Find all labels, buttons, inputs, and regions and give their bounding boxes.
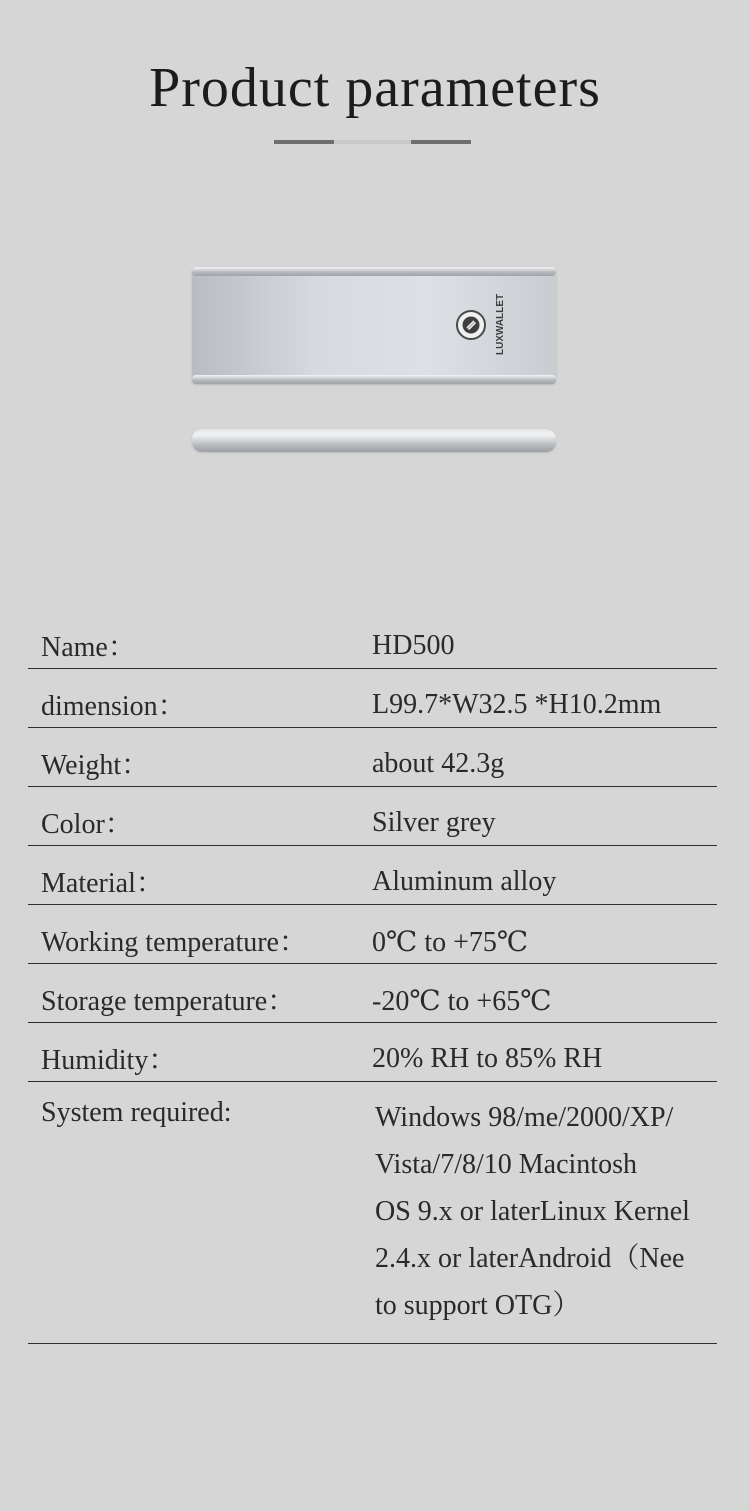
system-requirement-line: 2.4.x or laterAndroid（Nee [375,1243,685,1274]
product-image-side [192,429,556,452]
device-rail-top [192,267,556,276]
system-requirement-line: Vista/7/8/10 Macintosh [375,1149,637,1180]
parameter-label: Humidity： [41,1045,177,1076]
parameter-label: Working temperature： [41,927,307,958]
parameter-value: 0℃ to +75℃ [372,927,529,958]
parameter-row [28,1023,717,1082]
system-requirement-line: OS 9.x or laterLinux Kernel [375,1196,690,1227]
device-rail-bottom [192,375,556,384]
parameter-label: Storage temperature： [41,986,296,1017]
parameter-value: Silver grey [372,807,496,838]
hexagon-badge-icon [455,309,487,341]
parameter-label: Name： [41,632,136,663]
divider-segment-right [411,140,471,144]
parameter-row [28,610,717,669]
brand-logo-text [488,293,510,357]
parameter-value: HD500 [372,630,455,661]
parameter-row [28,669,717,728]
parameter-value-system [375,1094,720,1329]
parameter-label: Material： [41,868,164,899]
title-divider [274,140,471,144]
system-requirement-line: Windows 98/me/2000/XP/ [375,1102,674,1133]
parameter-table [28,610,717,1344]
parameter-row-system [28,1082,717,1344]
parameter-row [28,787,717,846]
product-image-front [192,267,556,384]
parameter-value: -20℃ to +65℃ [372,986,552,1017]
parameter-row [28,846,717,905]
parameter-row [28,964,717,1023]
parameter-label: Color： [41,809,133,840]
parameter-label: System required: [41,1097,232,1128]
parameter-row [28,905,717,964]
parameter-label: dimension： [41,691,186,722]
page-title: Product parameters [149,57,601,119]
divider-segment-left [274,140,334,144]
parameter-label: Weight： [41,750,150,781]
parameter-value: about 42.3g [372,748,505,779]
parameter-value: L99.7*W32.5 *H10.2mm [372,689,662,720]
divider-segment-middle [334,140,411,144]
system-requirement-line: to support OTG） [375,1290,581,1321]
parameter-row [28,728,717,787]
parameter-value: 20% RH to 85% RH [372,1043,603,1074]
svg-text:LUXWALLET: LUXWALLET [495,293,506,355]
parameter-value: Aluminum alloy [372,866,557,897]
